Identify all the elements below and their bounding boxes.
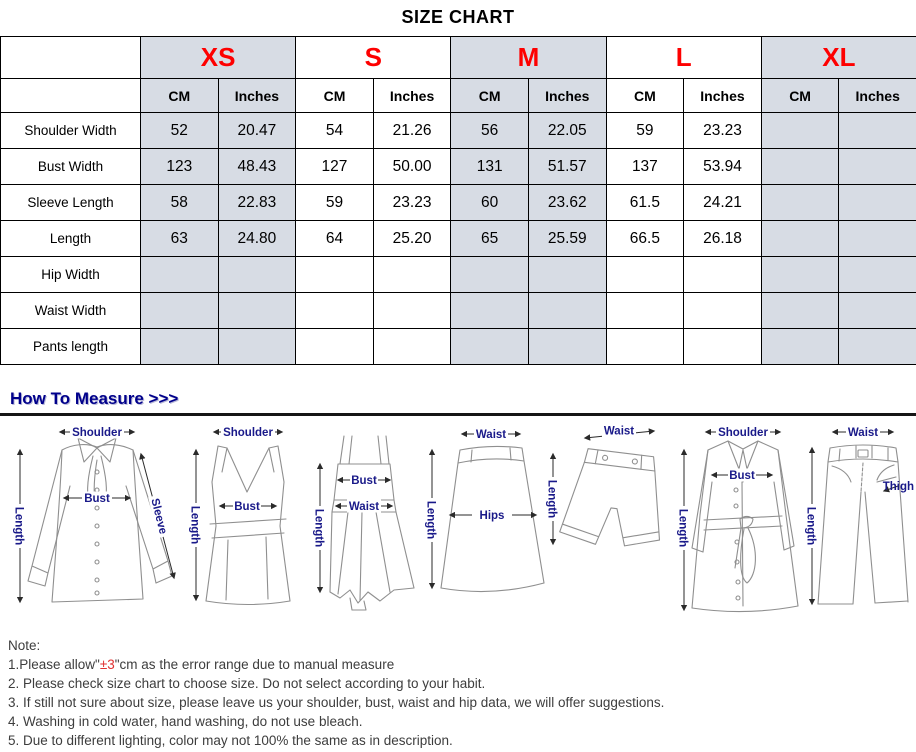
value-cell (839, 113, 916, 149)
blouse-shoulder-label: Shoulder (72, 427, 122, 439)
shorts-waist-label: Waist (603, 425, 635, 438)
value-cell: 56 (451, 113, 529, 149)
value-cell (839, 293, 916, 329)
unit-header: Inches (839, 79, 916, 113)
value-cell: 59 (296, 185, 374, 221)
size-header: XL (761, 37, 916, 79)
value-cell (761, 257, 839, 293)
value-cell (839, 185, 916, 221)
shorts-drawing (559, 447, 670, 552)
pants-drawing (818, 445, 908, 604)
coat-drawing (692, 441, 798, 612)
unit-header: Inches (373, 79, 451, 113)
blouse-length-label: Length (12, 506, 25, 546)
value-cell (373, 329, 451, 365)
value-cell (761, 329, 839, 365)
value-cell (839, 257, 916, 293)
note-line-5: 5. Due to different lighting, color may not 100% the same as in description. (8, 733, 453, 748)
value-cell (373, 257, 451, 293)
dress-bust-label: Bust (351, 475, 377, 487)
tank-bust-label: Bust (234, 501, 260, 513)
size-header: S (296, 37, 451, 79)
value-cell: 54 (296, 113, 374, 149)
size-header: XS (141, 37, 296, 79)
dress-waist-label: Waist (348, 501, 380, 513)
skirt-waist-label: Waist (475, 429, 507, 441)
value-cell (451, 329, 529, 365)
value-cell (761, 113, 839, 149)
value-cell (761, 149, 839, 185)
note-line-2: 2. Please check size chart to choose size. Do not select according to your habit. (8, 676, 486, 691)
value-cell: 23.62 (528, 185, 606, 221)
value-cell: 58 (141, 185, 219, 221)
value-cell (684, 257, 762, 293)
value-cell (528, 293, 606, 329)
skirt-length-label: Length (424, 500, 437, 540)
table-row (1, 257, 916, 293)
value-cell (761, 185, 839, 221)
coat-length-label: Length (676, 508, 689, 548)
value-cell (218, 293, 296, 329)
unit-header: CM (141, 79, 219, 113)
pants-thigh-label: Thigh (882, 481, 914, 493)
value-cell: 137 (606, 149, 684, 185)
tank-length-label: Length (188, 505, 201, 545)
value-cell (218, 329, 296, 365)
value-cell: 48.43 (218, 149, 296, 185)
table-row (1, 149, 916, 185)
value-cell: 53.94 (684, 149, 762, 185)
value-cell (839, 221, 916, 257)
measure-figures-svg (0, 420, 916, 622)
unit-header: CM (761, 79, 839, 113)
value-cell: 22.83 (218, 185, 296, 221)
dress-length-label: Length (312, 508, 325, 548)
size-header: L (606, 37, 761, 79)
note-line-1 (8, 655, 916, 674)
value-cell (141, 329, 219, 365)
table-row (1, 293, 916, 329)
row-label: Bust Width (1, 149, 141, 185)
value-cell: 131 (451, 149, 529, 185)
tank-top-drawing (206, 446, 290, 605)
value-cell: 51.57 (528, 149, 606, 185)
table-row (1, 113, 916, 149)
value-cell: 50.00 (373, 149, 451, 185)
value-cell (606, 257, 684, 293)
row-label: Hip Width (1, 257, 141, 293)
table-row (1, 221, 916, 257)
value-cell (528, 329, 606, 365)
notes-heading: Note: (8, 638, 41, 653)
blouse-sleeve-label: Sleeve (148, 497, 169, 536)
value-cell: 123 (141, 149, 219, 185)
row-label: Shoulder Width (1, 113, 141, 149)
blouse-drawing (28, 438, 172, 602)
row-label: Length (1, 221, 141, 257)
value-cell (839, 149, 916, 185)
value-cell (141, 293, 219, 329)
notes-section (0, 636, 916, 750)
pants-length-label: Length (804, 506, 817, 546)
value-cell (761, 221, 839, 257)
size-chart-table (0, 36, 916, 365)
value-cell (451, 293, 529, 329)
unit-header-row (1, 79, 916, 113)
corner-cell (1, 79, 141, 113)
value-cell: 127 (296, 149, 374, 185)
value-cell: 26.18 (684, 221, 762, 257)
row-label: Sleeve Length (1, 185, 141, 221)
corner-cell (1, 37, 141, 79)
value-cell: 60 (451, 185, 529, 221)
value-cell: 52 (141, 113, 219, 149)
pants-waist-label: Waist (847, 427, 879, 439)
value-cell (373, 293, 451, 329)
page-title: SIZE CHART (401, 7, 515, 27)
value-cell: 24.80 (218, 221, 296, 257)
unit-header: Inches (218, 79, 296, 113)
coat-shoulder-label: Shoulder (718, 427, 768, 439)
value-cell: 23.23 (373, 185, 451, 221)
unit-header: CM (451, 79, 529, 113)
value-cell: 21.26 (373, 113, 451, 149)
value-cell (296, 329, 374, 365)
value-cell (296, 257, 374, 293)
note-line-4: 4. Washing in cold water, hand washing, do not use bleach. (8, 714, 363, 729)
value-cell (761, 293, 839, 329)
value-cell (606, 293, 684, 329)
value-cell: 25.59 (528, 221, 606, 257)
value-cell (218, 257, 296, 293)
skirt-hips-label: Hips (479, 510, 505, 522)
unit-header: Inches (528, 79, 606, 113)
size-header: M (451, 37, 606, 79)
table-row (1, 329, 916, 365)
value-cell (141, 257, 219, 293)
unit-header: CM (296, 79, 374, 113)
row-label: Waist Width (1, 293, 141, 329)
how-to-measure-heading: How To Measure >>> (10, 389, 179, 408)
value-cell (528, 257, 606, 293)
unit-header: CM (606, 79, 684, 113)
unit-header: Inches (684, 79, 762, 113)
value-cell (296, 293, 374, 329)
value-cell (839, 329, 916, 365)
value-cell: 25.20 (373, 221, 451, 257)
value-cell: 59 (606, 113, 684, 149)
tank-shoulder-label: Shoulder (223, 427, 273, 439)
value-cell: 66.5 (606, 221, 684, 257)
table-row (1, 185, 916, 221)
value-cell (684, 329, 762, 365)
blouse-bust-label: Bust (84, 493, 110, 505)
value-cell: 23.23 (684, 113, 762, 149)
value-cell: 61.5 (606, 185, 684, 221)
row-label: Pants length (1, 329, 141, 365)
how-to-measure-figures (0, 420, 916, 622)
how-to-measure-section (0, 389, 916, 416)
coat-bust-label: Bust (729, 470, 755, 482)
shorts-length-label: Length (545, 479, 558, 519)
value-cell: 24.21 (684, 185, 762, 221)
value-cell: 22.05 (528, 113, 606, 149)
value-cell: 64 (296, 221, 374, 257)
note-1-prefix: 1.Please allow" (8, 657, 100, 672)
value-cell (684, 293, 762, 329)
note-1-tolerance: ±3 (99, 657, 115, 672)
note-1-suffix: "cm as the error range due to manual measure (114, 657, 395, 672)
value-cell (606, 329, 684, 365)
size-header-row (1, 37, 916, 79)
value-cell (451, 257, 529, 293)
note-line-3: 3. If still not sure about size, please leave us your shoulder, bust, waist and hip data, we will offer suggestions. (8, 695, 665, 710)
dress-drawing (330, 436, 414, 610)
value-cell: 20.47 (218, 113, 296, 149)
value-cell: 65 (451, 221, 529, 257)
value-cell: 63 (141, 221, 219, 257)
